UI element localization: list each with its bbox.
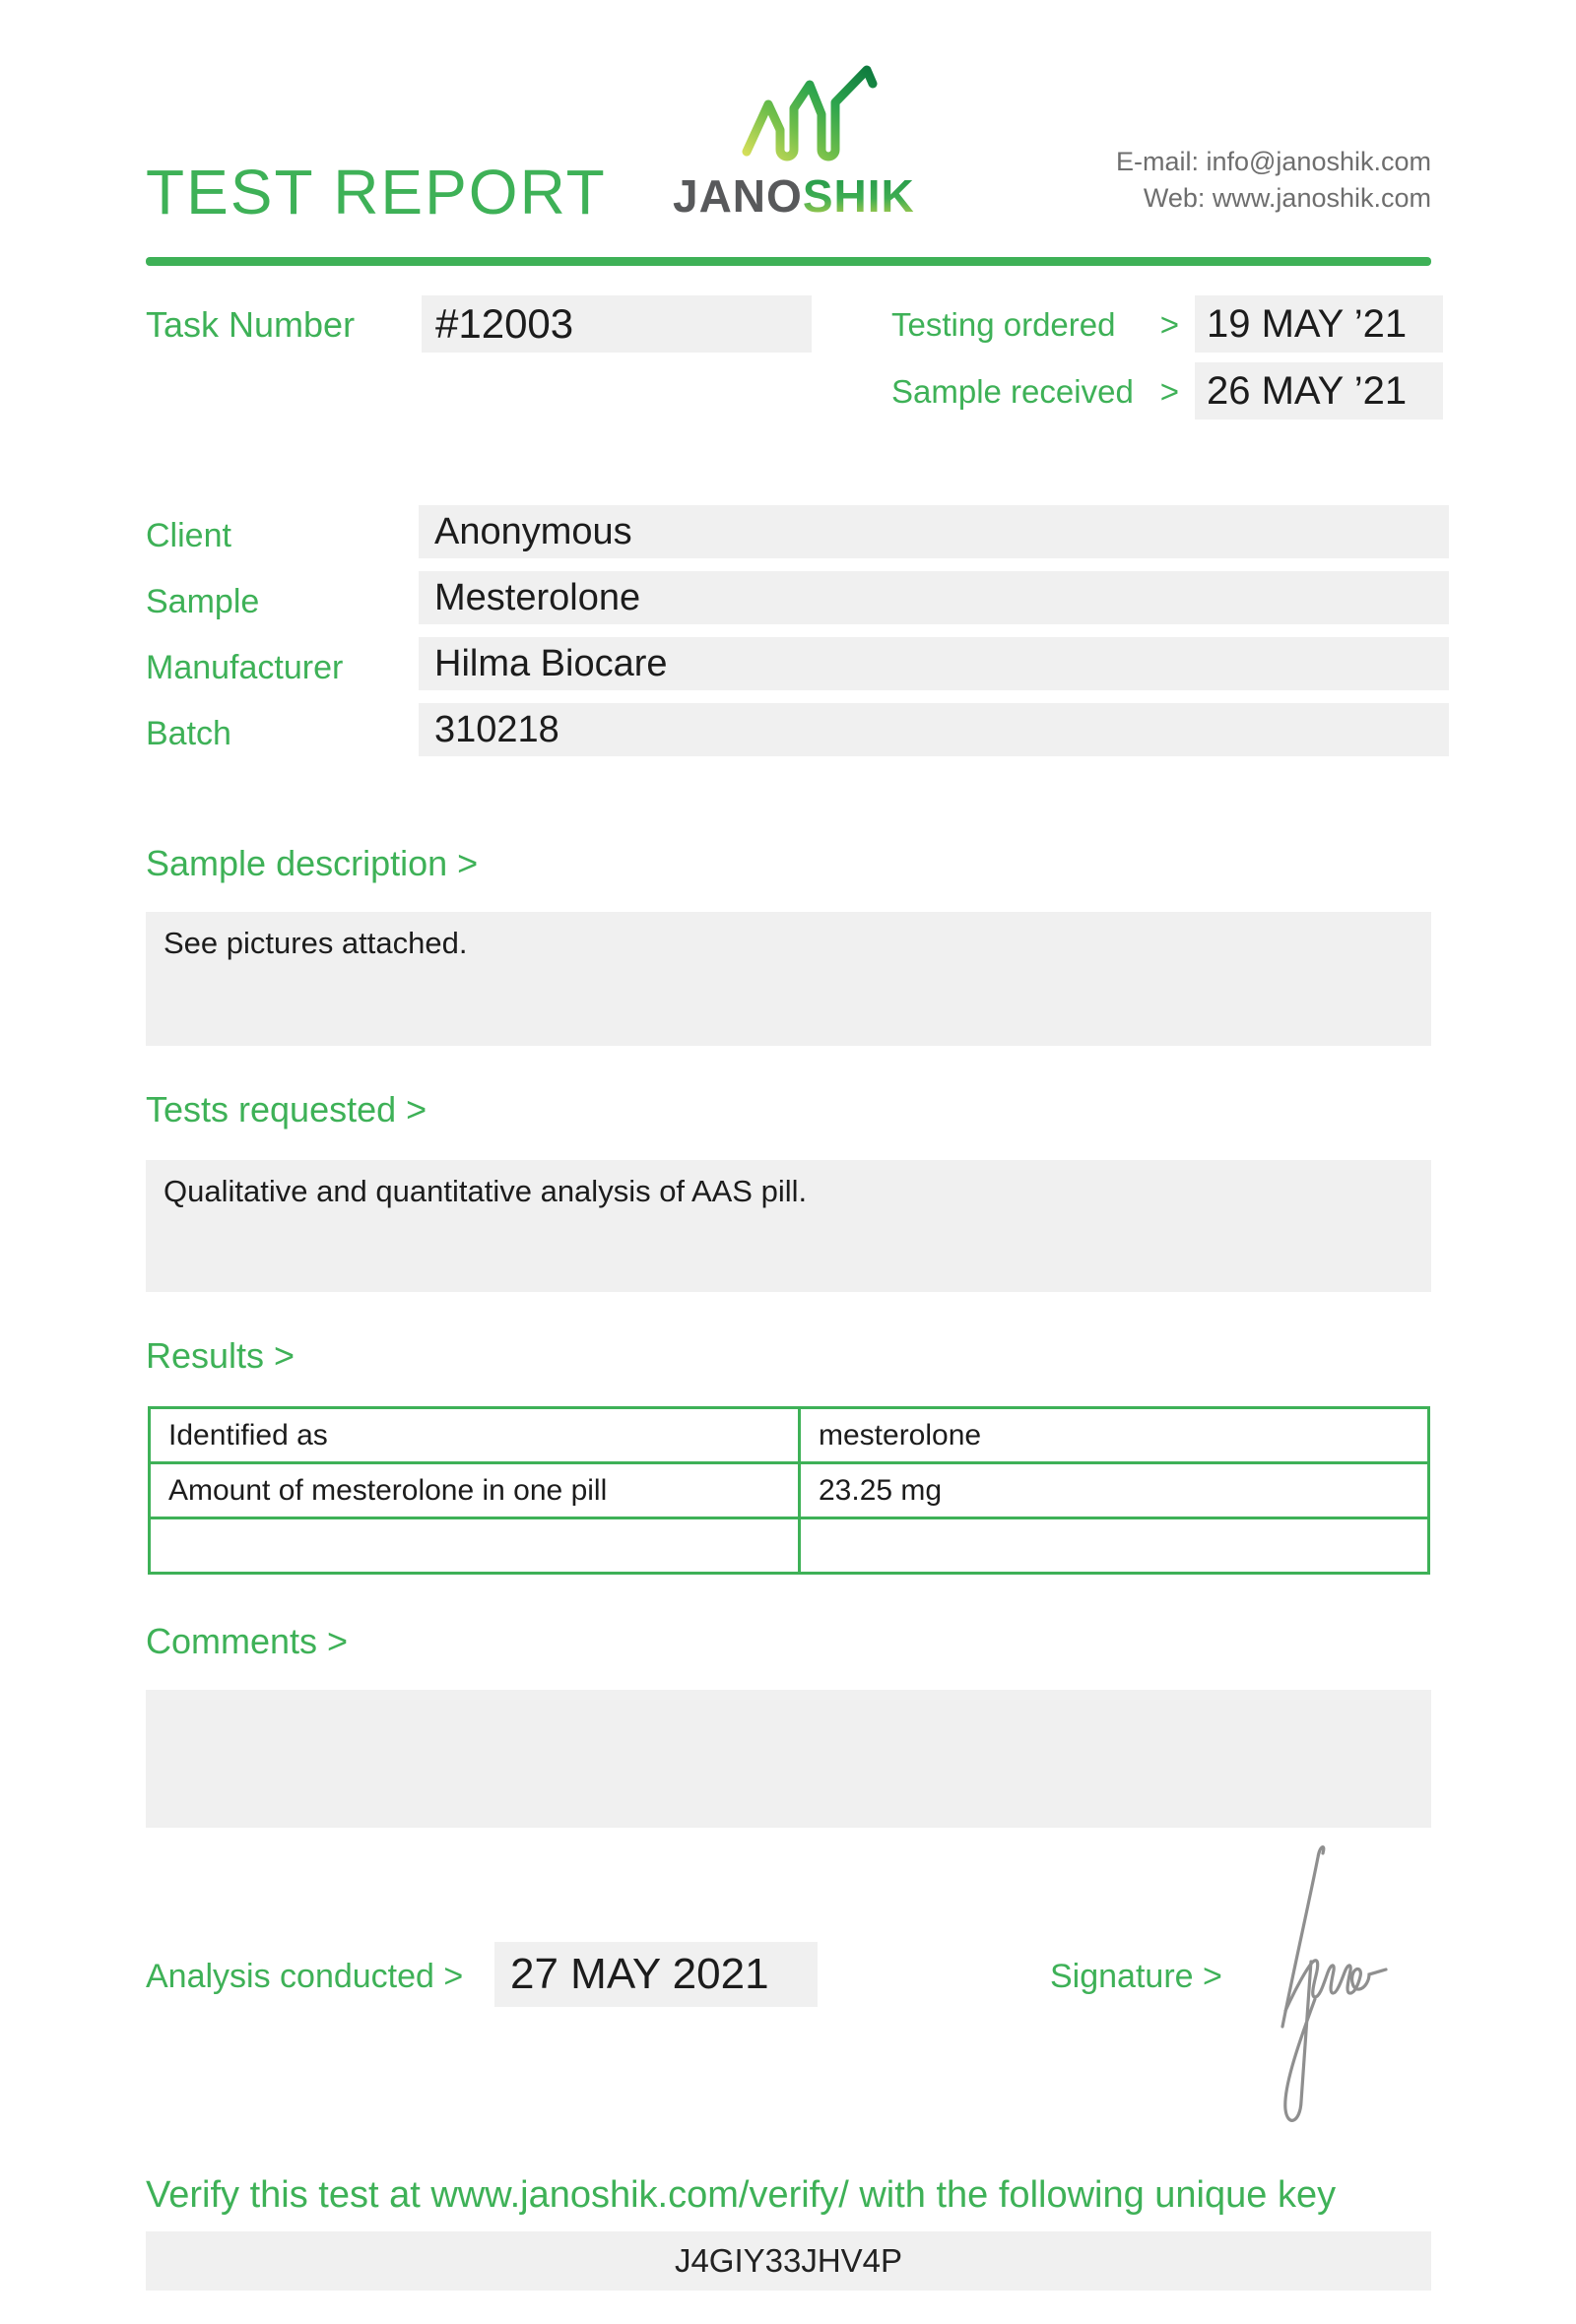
logo-text-shik: SHIK bbox=[802, 170, 915, 222]
client-value: Anonymous bbox=[419, 505, 1449, 558]
signature-label: Signature > bbox=[1050, 1958, 1222, 1995]
contact-email: E-mail: info@janoshik.com bbox=[1115, 147, 1431, 176]
contact-web: Web: www.janoshik.com bbox=[1143, 183, 1431, 213]
result-name-cell: Amount of mesterolone in one pill bbox=[151, 1464, 798, 1517]
tests-requested-heading: Tests requested > bbox=[146, 1089, 427, 1130]
batch-value: 310218 bbox=[419, 703, 1449, 756]
result-name-cell bbox=[151, 1519, 798, 1572]
result-value-cell: 23.25 mg bbox=[801, 1464, 1427, 1517]
signature-image bbox=[1226, 1834, 1438, 2144]
client-label: Client bbox=[146, 517, 231, 554]
logo-text-jano: JANO bbox=[673, 170, 803, 222]
analysis-conducted-label: Analysis conducted > bbox=[146, 1958, 464, 1995]
result-name-cell: Identified as bbox=[151, 1409, 798, 1461]
sample-received-value: 26 MAY ’21 bbox=[1195, 362, 1443, 420]
manufacturer-value: Hilma Biocare bbox=[419, 637, 1449, 690]
verify-key-box bbox=[146, 2231, 1431, 2291]
header-divider bbox=[146, 257, 1431, 266]
sample-description-heading: Sample description > bbox=[146, 843, 479, 883]
sample-value: Mesterolone bbox=[419, 571, 1449, 624]
sample-description-box: See pictures attached. bbox=[146, 912, 1431, 1046]
comments-box bbox=[146, 1690, 1431, 1828]
testing-ordered-value: 19 MAY ’21 bbox=[1195, 295, 1443, 353]
task-number-label: Task Number bbox=[146, 304, 356, 345]
tests-requested-box: Qualitative and quantitative analysis of AAS pill. bbox=[146, 1160, 1431, 1292]
contact-block bbox=[1116, 144, 1431, 217]
testing-ordered-row bbox=[891, 306, 1179, 344]
results-heading: Results > bbox=[146, 1335, 296, 1376]
sample-label: Sample bbox=[146, 583, 260, 620]
analysis-date-value: 27 MAY 2021 bbox=[494, 1942, 818, 2007]
results-table bbox=[148, 1406, 1430, 1575]
verify-key: J4GIY33JHV4P bbox=[674, 2242, 903, 2279]
sample-received-row bbox=[891, 373, 1179, 411]
result-value-cell bbox=[801, 1519, 1427, 1572]
batch-label: Batch bbox=[146, 715, 231, 752]
result-value-cell: mesterolone bbox=[801, 1409, 1427, 1461]
sample-received-label: Sample received bbox=[891, 373, 1134, 410]
sample-received-arrow: > bbox=[1159, 373, 1179, 410]
comments-heading: Comments > bbox=[146, 1621, 349, 1661]
manufacturer-label: Manufacturer bbox=[146, 649, 344, 686]
testing-ordered-arrow: > bbox=[1159, 306, 1179, 343]
logo-chart-icon bbox=[739, 65, 896, 165]
task-number-value: #12003 bbox=[422, 295, 812, 353]
verify-heading: Verify this test at www.janoshik.com/verify/ with the following unique key bbox=[146, 2174, 1337, 2216]
testing-ordered-label: Testing ordered bbox=[891, 306, 1116, 343]
logo-wordmark bbox=[673, 169, 913, 223]
page-title: TEST REPORT bbox=[146, 157, 607, 227]
